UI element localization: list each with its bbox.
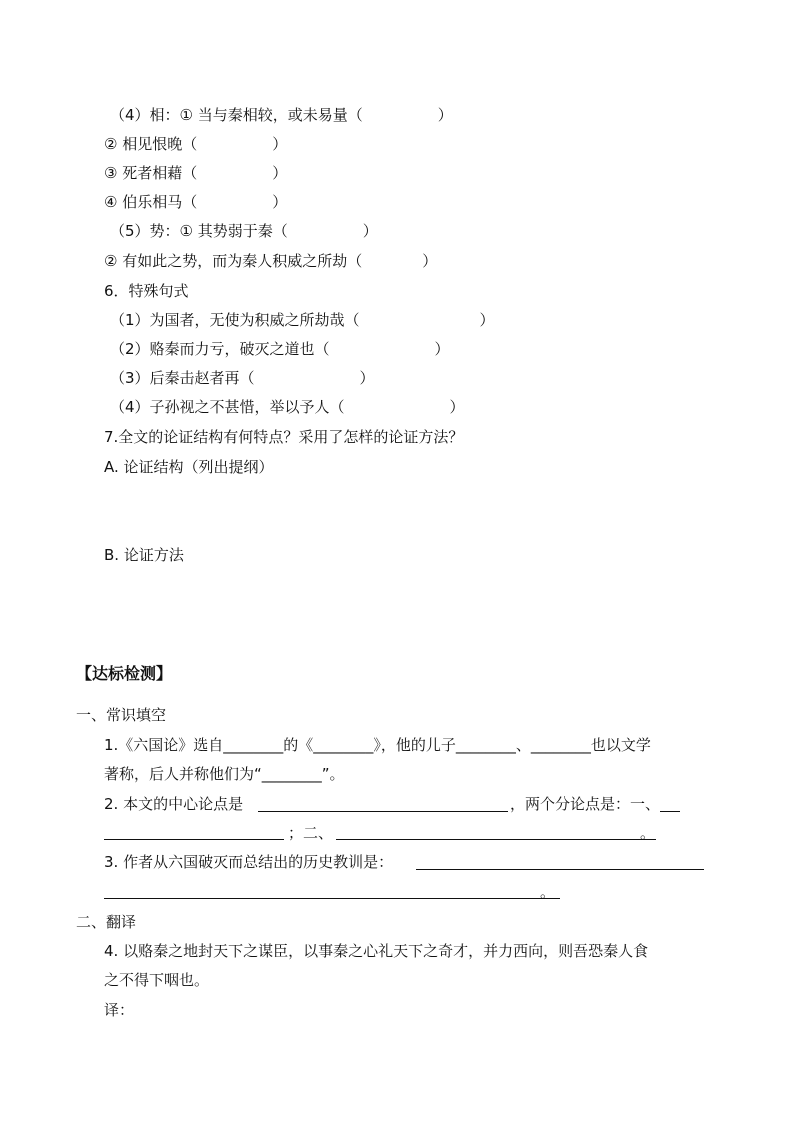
section-6-heading: 6．特殊句式 <box>104 282 189 300</box>
q2-blank-2[interactable] <box>336 839 656 840</box>
q4-line-2: 之不得下咽也。 <box>104 971 210 989</box>
item-xiang-3: ③ 死者相藉（ ） <box>104 164 288 182</box>
q3-blank-2[interactable] <box>104 898 560 899</box>
sentence-2: （2）赂秦而力亏，破灭之道也（ ） <box>110 340 450 358</box>
item-xiang-4: ④ 伯乐相马（ ） <box>104 193 288 211</box>
item-4-xiang: （4）相：① 当与秦相较，或未易量（ ） <box>110 106 453 124</box>
q2-second-label: ；二、 <box>288 824 334 842</box>
q2-blank-central[interactable] <box>258 811 508 812</box>
question-7b: B. 论证方法 <box>104 546 184 564</box>
sentence-4: （4）子孙视之不甚惜，举以予人（ ） <box>110 398 465 416</box>
item-shi-2: ② 有如此之势，而为秦人积威之所劫（ ） <box>104 252 438 270</box>
q4-line-1: 4. 以赂秦之地封天下之谋臣，以事秦之心礼天下之奇才，并力西向，则吾恐秦人食 <box>104 942 649 960</box>
item-5-shi: （5）势：① 其势弱于秦（ ） <box>110 222 378 240</box>
section-title-check: 【达标检测】 <box>76 664 173 683</box>
q1-line-1: 1.《六国论》选自________的《________》，他的儿子________、________也以文学 <box>104 736 651 754</box>
sentence-3: （3）后秦击赵者再（ ） <box>110 369 375 387</box>
part-2-heading: 二、翻译 <box>76 913 137 931</box>
q2-prompt: 2. 本文的中心论点是 <box>104 795 244 813</box>
q2-blank-1[interactable] <box>104 839 284 840</box>
q2-end: 。 <box>640 824 656 842</box>
sentence-1: （1）为国者，无使为积威之所劫哉（ ） <box>110 311 495 329</box>
q3-blank-1[interactable] <box>416 869 704 870</box>
q3-end: 。 <box>540 883 556 901</box>
q1-line-2: 著称，后人并称他们为“________”。 <box>104 765 345 783</box>
q2-blank-1-start[interactable] <box>660 811 680 812</box>
question-7: 7.全文的论证结构有何特点？采用了怎样的论证方法？ <box>104 428 464 446</box>
q3-prompt: 3. 作者从六国破灭而总结出的历史教训是： <box>104 853 394 871</box>
part-1-heading: 一、常识填空 <box>76 706 167 724</box>
question-7a: A. 论证结构（列出提纲） <box>104 458 274 476</box>
q2-sub-points-label: ，两个分论点是：一、 <box>510 795 661 813</box>
item-xiang-2: ② 相见恨晚（ ） <box>104 135 288 153</box>
q4-translation-label: 译： <box>104 1001 135 1019</box>
